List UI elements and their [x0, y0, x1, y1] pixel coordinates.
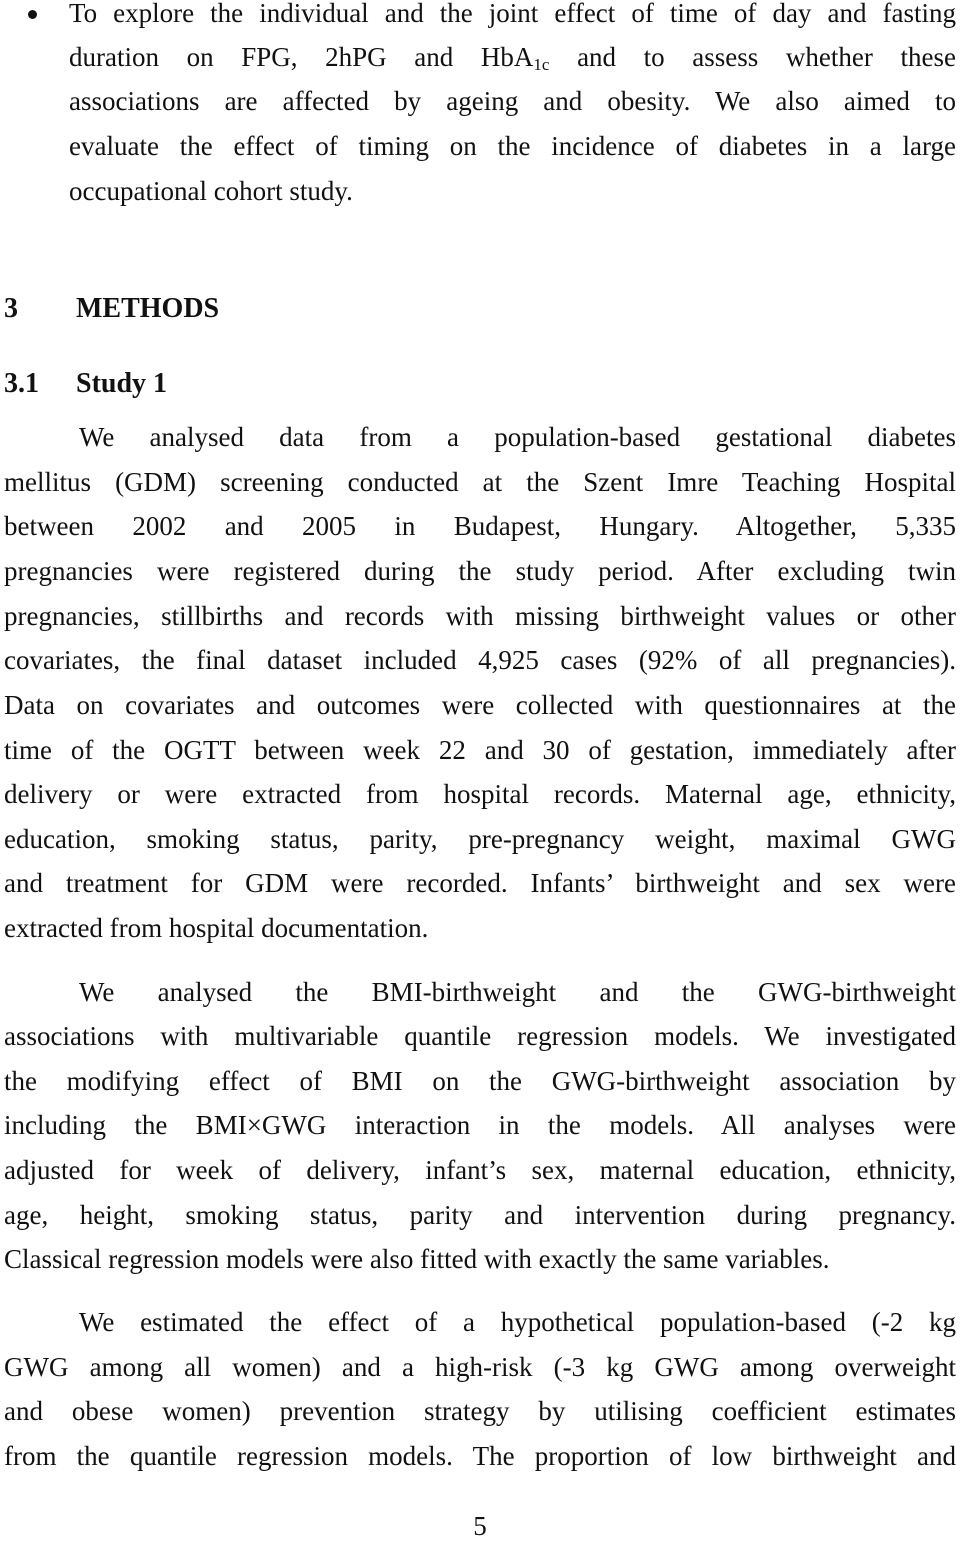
text-line: adjusted for week of delivery, infant’s sex, maternal education, ethnicity,	[4, 1155, 956, 1185]
text-line: We estimated the effect of a hypothetical population-based (-2 kg	[79, 1307, 956, 1337]
subsection-number: 3.1	[4, 368, 39, 399]
subscript: 1c	[533, 55, 550, 74]
text-line: and treatment for GDM were recorded. Infants’ birthweight and sex were	[4, 868, 956, 898]
text-line: duration on FPG, 2hPG and HbA$_{1c}$ and to assess whether these	[69, 42, 956, 74]
bullet-item	[0, 0, 960, 230]
text-line: covariates, the final dataset included 4,925 cases (92% of all pregnancies).	[4, 645, 956, 675]
text-line: associations with multivariable quantile regression models. We investigated	[4, 1021, 956, 1051]
text-line: occupational cohort study.	[69, 176, 353, 206]
section-number: 3	[4, 293, 18, 324]
text-line: We analysed data from a population-based gestational diabetes	[79, 422, 956, 452]
text-line: evaluate the effect of timing on the incidence of diabetes in a large	[69, 131, 956, 161]
subsection-heading: Study 1	[76, 368, 168, 399]
text-line: Data on covariates and outcomes were collected with questionnaires at the	[4, 690, 956, 720]
text-line: and obese women) prevention strategy by utilising coefficient estimates	[4, 1396, 956, 1426]
text-line: pregnancies, stillbirths and records with missing birthweight values or other	[4, 601, 956, 631]
text-line: We analysed the BMI-birthweight and the GWG-birthweight	[79, 977, 956, 1007]
text-line: age, height, smoking status, parity and intervention during pregnancy.	[4, 1200, 956, 1230]
text-line: delivery or were extracted from hospital records. Maternal age, ethnicity,	[4, 779, 956, 809]
text-line: education, smoking status, parity, pre-pregnancy weight, maximal GWG	[4, 824, 956, 854]
text-line: associations are affected by ageing and obesity. We also aimed to	[69, 86, 956, 116]
text-line: Classical regression models were also fitted with exactly the same variables.	[4, 1244, 830, 1274]
text-line: the modifying effect of BMI on the GWG-birthweight association by	[4, 1066, 956, 1096]
text-line: extracted from hospital documentation.	[4, 913, 429, 943]
page-number: 5	[473, 1511, 487, 1541]
text-line: GWG among all women) and a high-risk (-3 kg GWG among overweight	[4, 1352, 956, 1382]
text-line: mellitus (GDM) screening conducted at the Szent Imre Teaching Hospital	[4, 467, 956, 497]
text-line: time of the OGTT between week 22 and 30 of gestation, immediately after	[4, 735, 956, 765]
bullet-marker	[28, 10, 37, 19]
text-line: from the quantile regression models. The proportion of low birthweight and	[4, 1441, 956, 1471]
section-heading: METHODS	[76, 293, 220, 324]
text-line: between 2002 and 2005 in Budapest, Hungary. Altogether, 5,335	[4, 511, 956, 541]
text-line: including the BMI×GWG interaction in the models. All analyses were	[4, 1110, 956, 1140]
text-line: pregnancies were registered during the study period. After excluding twin	[4, 556, 956, 586]
text-line: To explore the individual and the joint effect of time of day and fasting	[69, 0, 956, 28]
